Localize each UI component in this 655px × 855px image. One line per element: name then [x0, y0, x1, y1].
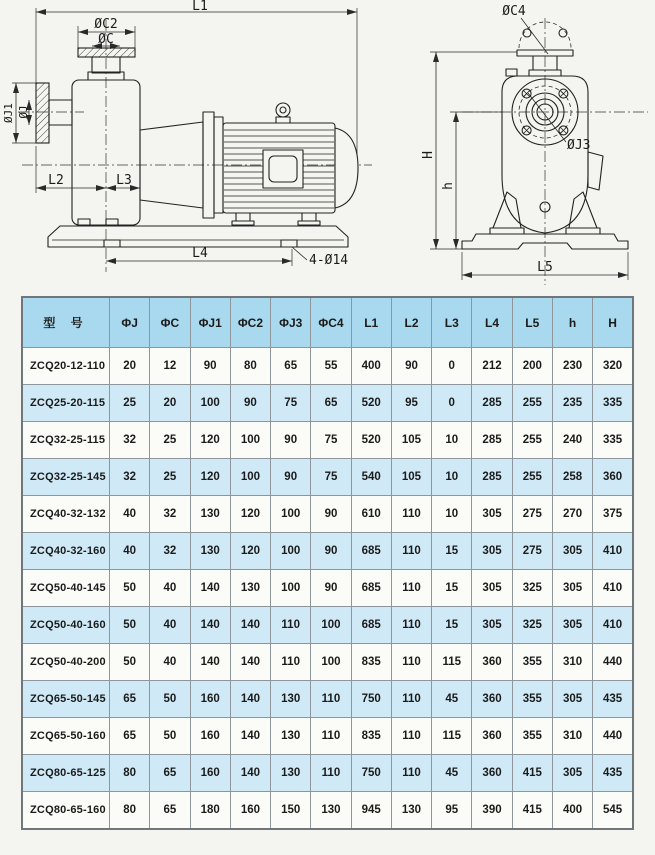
table-row — [22, 755, 633, 792]
support-leg — [569, 192, 597, 228]
dimension-cell: 120 — [230, 496, 270, 533]
dimension-cell: 360 — [593, 459, 633, 496]
dimension-cell: 435 — [593, 755, 633, 792]
dimension-cell: 130 — [190, 533, 230, 570]
dimension-cell: 685 — [351, 607, 391, 644]
dimension-cell: 95 — [432, 792, 472, 830]
dimension-cell: 90 — [311, 533, 351, 570]
column-header: H — [593, 297, 633, 348]
dimension-cell: 100 — [230, 459, 270, 496]
side-tab — [588, 152, 603, 190]
dimension-cell: 360 — [472, 644, 512, 681]
dimension-cell: 45 — [432, 681, 472, 718]
model-cell: ZCQ20-12-110 — [22, 348, 110, 385]
dimension-cell: 355 — [512, 644, 552, 681]
dimension-cell: 110 — [391, 607, 431, 644]
dimension-cell: 400 — [351, 348, 391, 385]
column-header: L1 — [351, 297, 391, 348]
model-cell: ZCQ32-25-115 — [22, 422, 110, 459]
column-header: ΦC4 — [311, 297, 351, 348]
dimension-cell: 115 — [432, 644, 472, 681]
dimension-cell: 355 — [512, 718, 552, 755]
dimension-cell: 40 — [110, 496, 150, 533]
dimension-cell: 80 — [110, 755, 150, 792]
dimension-cell: 255 — [512, 459, 552, 496]
model-cell: ZCQ50-40-145 — [22, 570, 110, 607]
dimension-cell: 835 — [351, 718, 391, 755]
column-header: ΦJ1 — [190, 297, 230, 348]
dimension-cell: 305 — [552, 607, 592, 644]
dimension-cell: 90 — [311, 496, 351, 533]
column-header: ΦC2 — [230, 297, 270, 348]
dimension-cell: 140 — [190, 570, 230, 607]
dimension-cell: 410 — [593, 607, 633, 644]
dim-label-l1: L1 — [192, 0, 208, 14]
header-row — [22, 297, 633, 348]
dimension-cell: 110 — [311, 755, 351, 792]
dim-label-phic: ØC — [98, 32, 114, 47]
dimension-cell: 80 — [230, 348, 270, 385]
table-row — [22, 385, 633, 422]
dimension-cell: 12 — [150, 348, 190, 385]
dimension-cell: 415 — [512, 792, 552, 830]
dimension-cell: 545 — [593, 792, 633, 830]
model-cell: ZCQ65-50-160 — [22, 718, 110, 755]
dimension-cell: 275 — [512, 533, 552, 570]
dimension-cell: 130 — [391, 792, 431, 830]
discharge-flange — [78, 48, 135, 57]
column-header: L3 — [432, 297, 472, 348]
column-header: h — [552, 297, 592, 348]
table-row — [22, 607, 633, 644]
dimension-cell: 310 — [552, 644, 592, 681]
dimension-cell: 320 — [593, 348, 633, 385]
dimension-cell: 270 — [552, 496, 592, 533]
model-cell: ZCQ50-40-200 — [22, 644, 110, 681]
side-view-drawing — [2, 0, 372, 272]
dimension-cell: 335 — [593, 385, 633, 422]
dimension-cell: 110 — [391, 533, 431, 570]
dimension-cell: 65 — [271, 348, 311, 385]
dimension-cell: 100 — [190, 385, 230, 422]
model-cell: ZCQ32-25-145 — [22, 459, 110, 496]
dimension-cell: 110 — [271, 607, 311, 644]
dimension-cell: 360 — [472, 755, 512, 792]
front-view-drawing — [421, 4, 648, 285]
dimension-cell: 230 — [552, 348, 592, 385]
dimension-cell: 285 — [472, 422, 512, 459]
dimension-cell: 305 — [472, 533, 512, 570]
dimension-cell: 160 — [230, 792, 270, 830]
dimension-cell: 75 — [271, 385, 311, 422]
dimension-cell: 20 — [150, 385, 190, 422]
support-leg — [493, 192, 521, 228]
dimension-cell: 180 — [190, 792, 230, 830]
dimension-cell: 400 — [552, 792, 592, 830]
dimension-cell: 415 — [512, 755, 552, 792]
model-cell: ZCQ50-40-160 — [22, 607, 110, 644]
dimension-cell: 305 — [472, 570, 512, 607]
dimension-cell: 285 — [472, 385, 512, 422]
dimension-cell: 750 — [351, 681, 391, 718]
dimension-cell: 305 — [552, 681, 592, 718]
dimension-cell: 685 — [351, 533, 391, 570]
dimension-cell: 110 — [391, 681, 431, 718]
dimension-cell: 440 — [593, 644, 633, 681]
dimension-cell: 305 — [552, 570, 592, 607]
dimension-cell: 435 — [593, 681, 633, 718]
dimension-cell: 90 — [230, 385, 270, 422]
priming-plug — [506, 69, 517, 76]
model-cell: ZCQ65-50-145 — [22, 681, 110, 718]
base-plate — [48, 226, 348, 247]
dimension-cell: 140 — [230, 644, 270, 681]
dimension-cell: 240 — [552, 422, 592, 459]
dimension-table-wrap — [21, 296, 634, 830]
dimension-cell: 160 — [190, 681, 230, 718]
dimension-cell: 305 — [552, 755, 592, 792]
dimension-cell: 80 — [110, 792, 150, 830]
dimension-cell: 325 — [512, 570, 552, 607]
dimension-cell: 40 — [150, 570, 190, 607]
dimension-cell: 140 — [230, 681, 270, 718]
dimension-cell: 140 — [230, 718, 270, 755]
dimension-cell: 540 — [351, 459, 391, 496]
column-header: ΦJ3 — [271, 297, 311, 348]
dimension-cell: 360 — [472, 681, 512, 718]
dimension-cell: 685 — [351, 570, 391, 607]
dimension-cell: 410 — [593, 533, 633, 570]
dimension-cell: 65 — [110, 681, 150, 718]
column-header: L5 — [512, 297, 552, 348]
dimension-cell: 275 — [512, 496, 552, 533]
dim-label-l2: L2 — [48, 173, 64, 188]
model-cell: ZCQ80-65-160 — [22, 792, 110, 830]
model-column-header: 型 号 — [22, 297, 110, 348]
dimension-cell: 0 — [432, 348, 472, 385]
dimension-cell: 258 — [552, 459, 592, 496]
table-row — [22, 570, 633, 607]
dimension-cell: 305 — [472, 607, 512, 644]
dimension-cell: 110 — [311, 718, 351, 755]
dimension-cell: 40 — [110, 533, 150, 570]
dim-label-phij1: ØJ1 — [2, 103, 15, 123]
column-header: ΦJ — [110, 297, 150, 348]
mounting-hole — [281, 240, 297, 247]
dimension-cell: 130 — [271, 718, 311, 755]
dimension-cell: 355 — [512, 681, 552, 718]
dimension-cell: 835 — [351, 644, 391, 681]
dimension-cell: 140 — [230, 607, 270, 644]
dimension-cell: 750 — [351, 755, 391, 792]
dim-label-phic2: ØC2 — [94, 17, 118, 32]
dimension-cell: 32 — [110, 459, 150, 496]
dimension-cell: 25 — [150, 459, 190, 496]
model-cell: ZCQ80-65-125 — [22, 755, 110, 792]
dimension-cell: 140 — [190, 644, 230, 681]
dimension-cell: 285 — [472, 459, 512, 496]
dimension-cell: 945 — [351, 792, 391, 830]
dimension-cell: 10 — [432, 459, 472, 496]
dimension-cell: 100 — [311, 607, 351, 644]
dimension-cell: 200 — [512, 348, 552, 385]
dimension-cell: 55 — [311, 348, 351, 385]
dim-label-h: h — [441, 182, 456, 190]
dimension-cell: 212 — [472, 348, 512, 385]
dimension-cell: 130 — [271, 681, 311, 718]
dimension-cell: 25 — [110, 385, 150, 422]
dimension-cell: 15 — [432, 607, 472, 644]
lifting-eye-icon — [276, 103, 290, 117]
pump-outline-drawings — [0, 0, 655, 292]
dimension-cell: 410 — [593, 570, 633, 607]
dimension-cell: 65 — [150, 755, 190, 792]
dimension-cell: 520 — [351, 422, 391, 459]
dimension-cell: 375 — [593, 496, 633, 533]
dimension-cell: 10 — [432, 496, 472, 533]
dimension-cell: 32 — [150, 533, 190, 570]
dimension-cell: 305 — [472, 496, 512, 533]
dimension-cell: 130 — [311, 792, 351, 830]
dimension-cell: 110 — [391, 644, 431, 681]
dimension-cell: 140 — [190, 607, 230, 644]
dimension-cell: 75 — [311, 422, 351, 459]
dimension-cell: 40 — [150, 607, 190, 644]
dimension-cell: 130 — [190, 496, 230, 533]
dimension-cell: 95 — [391, 385, 431, 422]
table-row — [22, 422, 633, 459]
dimension-cell: 110 — [391, 570, 431, 607]
dimension-cell: 520 — [351, 385, 391, 422]
dimension-cell: 75 — [311, 459, 351, 496]
dimension-cell: 140 — [230, 755, 270, 792]
dimension-cell: 90 — [271, 459, 311, 496]
dimension-cell: 15 — [432, 533, 472, 570]
dim-label-phic4: ØC4 — [502, 4, 526, 19]
dimension-cell: 90 — [311, 570, 351, 607]
dimension-cell: 110 — [271, 644, 311, 681]
dimension-cell: 20 — [110, 348, 150, 385]
dim-label-l4: L4 — [192, 246, 208, 261]
dimension-cell: 40 — [150, 644, 190, 681]
mounting-hole — [104, 240, 120, 247]
dimension-cell: 100 — [271, 496, 311, 533]
dimension-cell: 110 — [391, 496, 431, 533]
dimension-cell: 120 — [230, 533, 270, 570]
dimension-cell: 50 — [150, 681, 190, 718]
dimension-cell: 0 — [432, 385, 472, 422]
dimension-cell: 90 — [391, 348, 431, 385]
table-row — [22, 533, 633, 570]
dimension-cell: 50 — [110, 570, 150, 607]
suction-flange — [36, 83, 49, 143]
table-row — [22, 644, 633, 681]
dimension-cell: 160 — [190, 755, 230, 792]
dimension-cell: 110 — [391, 755, 431, 792]
dimension-cell: 335 — [593, 422, 633, 459]
dimension-cell: 110 — [391, 718, 431, 755]
dimension-cell: 32 — [110, 422, 150, 459]
dimension-cell: 100 — [311, 644, 351, 681]
dimension-cell: 105 — [391, 422, 431, 459]
model-cell: ZCQ25-20-115 — [22, 385, 110, 422]
dim-label-phij: ØJ — [17, 105, 30, 119]
suction-pipe — [49, 100, 72, 125]
table-row — [22, 496, 633, 533]
column-header: L4 — [472, 297, 512, 348]
dimension-cell: 50 — [150, 718, 190, 755]
motor-end-cap — [335, 128, 358, 208]
dim-label-l3: L3 — [116, 173, 132, 188]
dimension-cell: 360 — [472, 718, 512, 755]
dim-label-mounting-holes: 4-Ø14 — [309, 253, 349, 268]
dimension-cell: 10 — [432, 422, 472, 459]
dimension-cell: 90 — [271, 422, 311, 459]
dimension-cell: 440 — [593, 718, 633, 755]
dim-label-H: H — [421, 151, 436, 159]
dimension-cell: 65 — [311, 385, 351, 422]
column-header: L2 — [391, 297, 431, 348]
dimension-cell: 15 — [432, 570, 472, 607]
dimension-cell: 150 — [271, 792, 311, 830]
table-row — [22, 792, 633, 830]
table-row — [22, 718, 633, 755]
dimension-cell: 50 — [110, 644, 150, 681]
dimension-cell: 25 — [150, 422, 190, 459]
dimension-cell: 120 — [190, 459, 230, 496]
dimension-cell: 235 — [552, 385, 592, 422]
model-cell: ZCQ40-32-160 — [22, 533, 110, 570]
dimension-cell: 390 — [472, 792, 512, 830]
dimension-cell: 45 — [432, 755, 472, 792]
table-header — [22, 297, 633, 348]
dimension-cell: 110 — [311, 681, 351, 718]
dimension-cell: 90 — [190, 348, 230, 385]
dimension-cell: 130 — [230, 570, 270, 607]
dimension-cell: 115 — [432, 718, 472, 755]
pump-dimension-table — [21, 296, 634, 830]
dim-label-l5: L5 — [537, 260, 553, 275]
dimension-cell: 100 — [230, 422, 270, 459]
dimension-cell: 100 — [271, 533, 311, 570]
dimension-cell: 325 — [512, 607, 552, 644]
dimension-cell: 255 — [512, 385, 552, 422]
dimension-cell: 160 — [190, 718, 230, 755]
dim-label-phij3: ØJ3 — [567, 138, 591, 153]
dimension-cell: 105 — [391, 459, 431, 496]
table-row — [22, 459, 633, 496]
model-cell: ZCQ40-32-132 — [22, 496, 110, 533]
dimension-cell: 50 — [110, 607, 150, 644]
dimension-cell: 610 — [351, 496, 391, 533]
dimension-cell: 65 — [110, 718, 150, 755]
dimension-cell: 305 — [552, 533, 592, 570]
table-body — [22, 348, 633, 830]
dimension-cell: 310 — [552, 718, 592, 755]
dimension-cell: 120 — [190, 422, 230, 459]
dimension-cell: 130 — [271, 755, 311, 792]
dimension-cell: 65 — [150, 792, 190, 830]
dimension-cell: 100 — [271, 570, 311, 607]
dimension-cell: 255 — [512, 422, 552, 459]
table-row — [22, 681, 633, 718]
table-row — [22, 348, 633, 385]
column-header: ΦC — [150, 297, 190, 348]
dimension-cell: 32 — [150, 496, 190, 533]
